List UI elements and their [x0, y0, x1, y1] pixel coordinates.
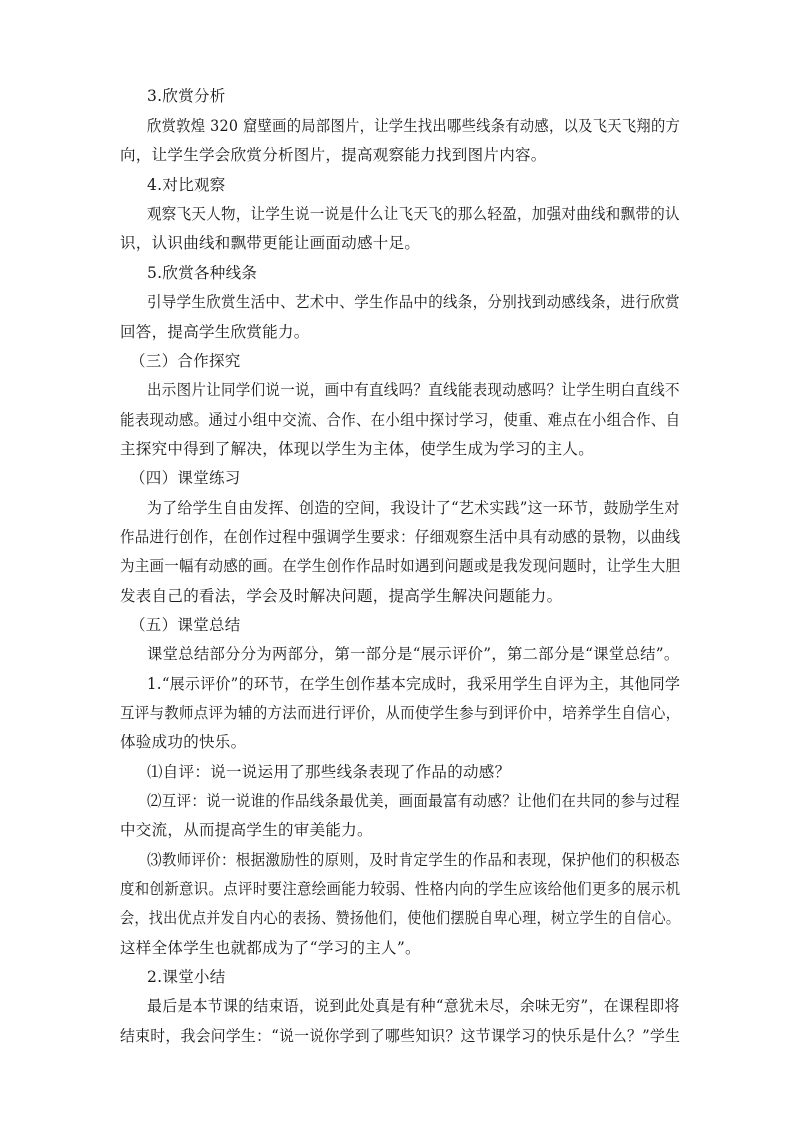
paragraph-line: 会，找出优点并发自内心的表扬、赞扬他们，使他们摆脱自卑心理，树立学生的自信心。 [120, 909, 681, 927]
paragraph-line: 这样全体学生也就都成为了“学习的主人”。 [120, 939, 421, 957]
paragraph-line: 体验成功的快乐。 [120, 733, 247, 751]
paragraph-line: 发表自己的看法，学会及时解决问题，提高学生解决问题能力。 [120, 587, 563, 605]
list-item-self-evaluation: ⑴自评：说一说运用了那些线条表现了作品的动感？ [147, 763, 511, 781]
paragraph-line: 欣赏敦煌 320 窟壁画的局部图片，让学生找出哪些线条有动感，以及飞天飞翔的方 [147, 117, 681, 135]
paragraph-line: 为主画一幅有动感的画。在学生创作作品时如遇到问题或是我发现问题时，让学生大胆 [120, 557, 681, 575]
paragraph-line: 向，让学生学会欣赏分析图片，提高观察能力找到图片内容。 [120, 146, 547, 164]
section-heading-appreciation-analysis: 3.欣赏分析 [147, 87, 226, 105]
paragraph-line: 作品进行创作，在创作过程中强调学生要求：仔细观察生活中具有动感的景物，以曲线 [120, 528, 681, 546]
paragraph-line: 观察飞天人物，让学生说一说是什么让飞天飞的那么轻盈，加强对曲线和飘带的认 [147, 205, 680, 223]
paragraph-line: 结束时，我会问学生：“说一说你学到了哪些知识？这节课学习的快乐是什么？”学生 [120, 1027, 681, 1045]
section-heading-practice: （四）课堂练习 [130, 469, 241, 487]
paragraph-line: 为了给学生自由发挥、创造的空间，我设计了“艺术实践”这一环节，鼓励学生对 [147, 499, 680, 517]
section-heading-summary: （五）课堂总结 [130, 616, 241, 634]
section-heading-comparison: 4.对比观察 [147, 176, 226, 194]
paragraph-line: 回答，提高学生欣赏能力。 [120, 323, 310, 341]
paragraph-line: 度和创新意识。点评时要注意绘画能力较弱、性格内向的学生应该给他们更多的展示机 [120, 880, 681, 898]
paragraph-line: 引导学生欣赏生活中、艺术中、学生作品中的线条，分别找到动感线条，进行欣赏 [147, 293, 680, 311]
section-heading-cooperation: （三）合作探究 [130, 352, 241, 370]
paragraph-line: 识，认识曲线和飘带更能让画面动感十足。 [120, 234, 421, 252]
paragraph-line: 1.“展示评价”的环节，在学生创作基本完成时，我采用学生自评为主，其他同学 [147, 675, 681, 693]
section-heading-class-summary: 2.课堂小结 [147, 968, 226, 986]
paragraph-line: 主探究中得到了解决，体现以学生为主体，使学生成为学习的主人。 [120, 440, 595, 458]
list-item-teacher-evaluation: ⑶教师评价：根据激励性的原则，及时肯定学生的作品和表现，保护他们的积极态 [147, 851, 680, 869]
paragraph-line: 中交流，从而提高学生的审美能力。 [120, 821, 373, 839]
paragraph-line: 最后是本节课的结束语，说到此处真是有种“意犹未尽，余味无穷”，在课程即将 [147, 997, 680, 1015]
list-item-peer-evaluation: ⑵互评：说一说谁的作品线条最优美，画面最富有动感？让他们在共同的参与过程 [147, 792, 680, 810]
paragraph-line: 出示图片让同学们说一说，画中有直线吗？直线能表现动感吗？让学生明白直线不 [147, 381, 680, 399]
paragraph-line: 课堂总结部分分为两部分，第一部分是“展示评价”，第二部分是“课堂总结”。 [147, 645, 680, 663]
paragraph-line: 能表现动感。通过小组中交流、合作、在小组中探讨学习，使重、难点在小组合作、自 [120, 411, 681, 429]
section-heading-lines: 5.欣赏各种线条 [147, 264, 258, 282]
paragraph-line: 互评与教师点评为辅的方法而进行评价，从而使学生参与到评价中，培养学生自信心， [120, 704, 681, 722]
